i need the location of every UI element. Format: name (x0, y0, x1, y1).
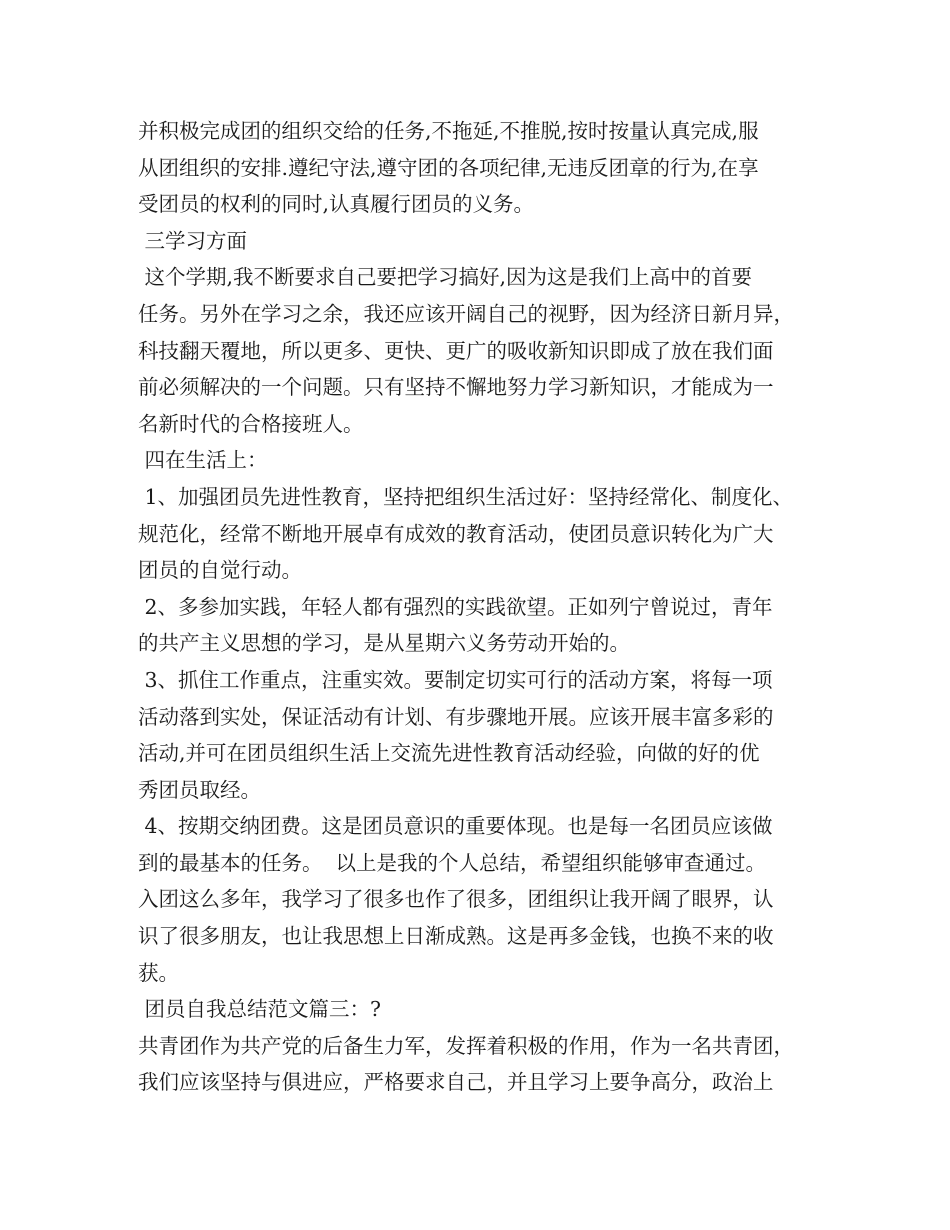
text-line: 活动落到实处，保证活动有计划、有步骤地开展。应该开展丰富多彩的 (138, 704, 774, 729)
section-heading: 三学习方面 (138, 228, 248, 253)
document-body (138, 113, 828, 1101)
section-heading: 四在生活上： (138, 448, 268, 473)
text-line: 这个学期,我不断要求自己要把学习搞好,因为这是我们上高中的首要 (138, 265, 753, 290)
text-line: 识了很多朋友，也让我思想上日渐成熟。这是再多金钱，也换不来的收 (138, 924, 774, 949)
text-line: 从团组织的安排.遵纪守法,遵守团的各项纪律,无违反团章的行为,在享 (138, 155, 759, 180)
text-line: 3、抓住工作重点，注重实效。要制定切实可行的活动方案，将每一项 (138, 667, 773, 692)
text-line: 获。 (138, 960, 179, 985)
text-line: 前必须解决的一个问题。只有坚持不懈地努力学习新知识，才能成为一 (138, 375, 774, 400)
text-line: 入团这么多年，我学习了很多也作了很多，团组织让我开阔了眼界，认 (138, 887, 774, 912)
text-line: 我们应该坚持与俱进应，严格要求自己，并且学习上要争高分，政治上 (138, 1070, 774, 1095)
text-line: 到的最基本的任务。 以上是我的个人总结，希望组织能够审查通过。 (138, 850, 767, 875)
text-line: 规范化，经常不断地开展卓有成效的教育活动，使团员意识转化为广大 (138, 521, 774, 546)
text-line: 任务。另外在学习之余，我还应该开阔自己的视野，因为经济日新月异， (138, 301, 794, 326)
text-line: 共青团作为共产党的后备生力军，发挥着积极的作用，作为一名共青团， (138, 1033, 794, 1058)
text-line: 秀团员取经。 (138, 777, 261, 802)
text-line: 科技翻天覆地，所以更多、更快、更广的吸收新知识即成了放在我们面 (138, 338, 774, 363)
text-line: 名新时代的合格接班人。 (138, 411, 364, 436)
text-line: 2、多参加实践，年轻人都有强烈的实践欲望。正如列宁曾说过，青年 (138, 594, 773, 619)
text-line: 团员的自觉行动。 (138, 558, 302, 583)
text-line: 并积极完成团的组织交给的任务,不拖延,不推脱,按时按量认真完成,服 (138, 119, 759, 143)
text-line: 4、按期交纳团费。这是团员意识的重要体现。也是每一名团员应该做 (138, 814, 773, 839)
text-line: 的共产主义思想的学习，是从星期六义务劳动开始的。 (138, 631, 630, 656)
text-line: 活动,并可在团员组织生活上交流先进性教育活动经验，向做的好的优 (138, 741, 760, 766)
text-line: 受团员的权利的同时,认真履行团员的义务。 (138, 192, 535, 217)
section-heading: 团员自我总结范文篇三：? (138, 997, 382, 1022)
text-line: 1、加强团员先进性教育，坚持把组织生活过好：坚持经常化、制度化、 (138, 484, 794, 509)
